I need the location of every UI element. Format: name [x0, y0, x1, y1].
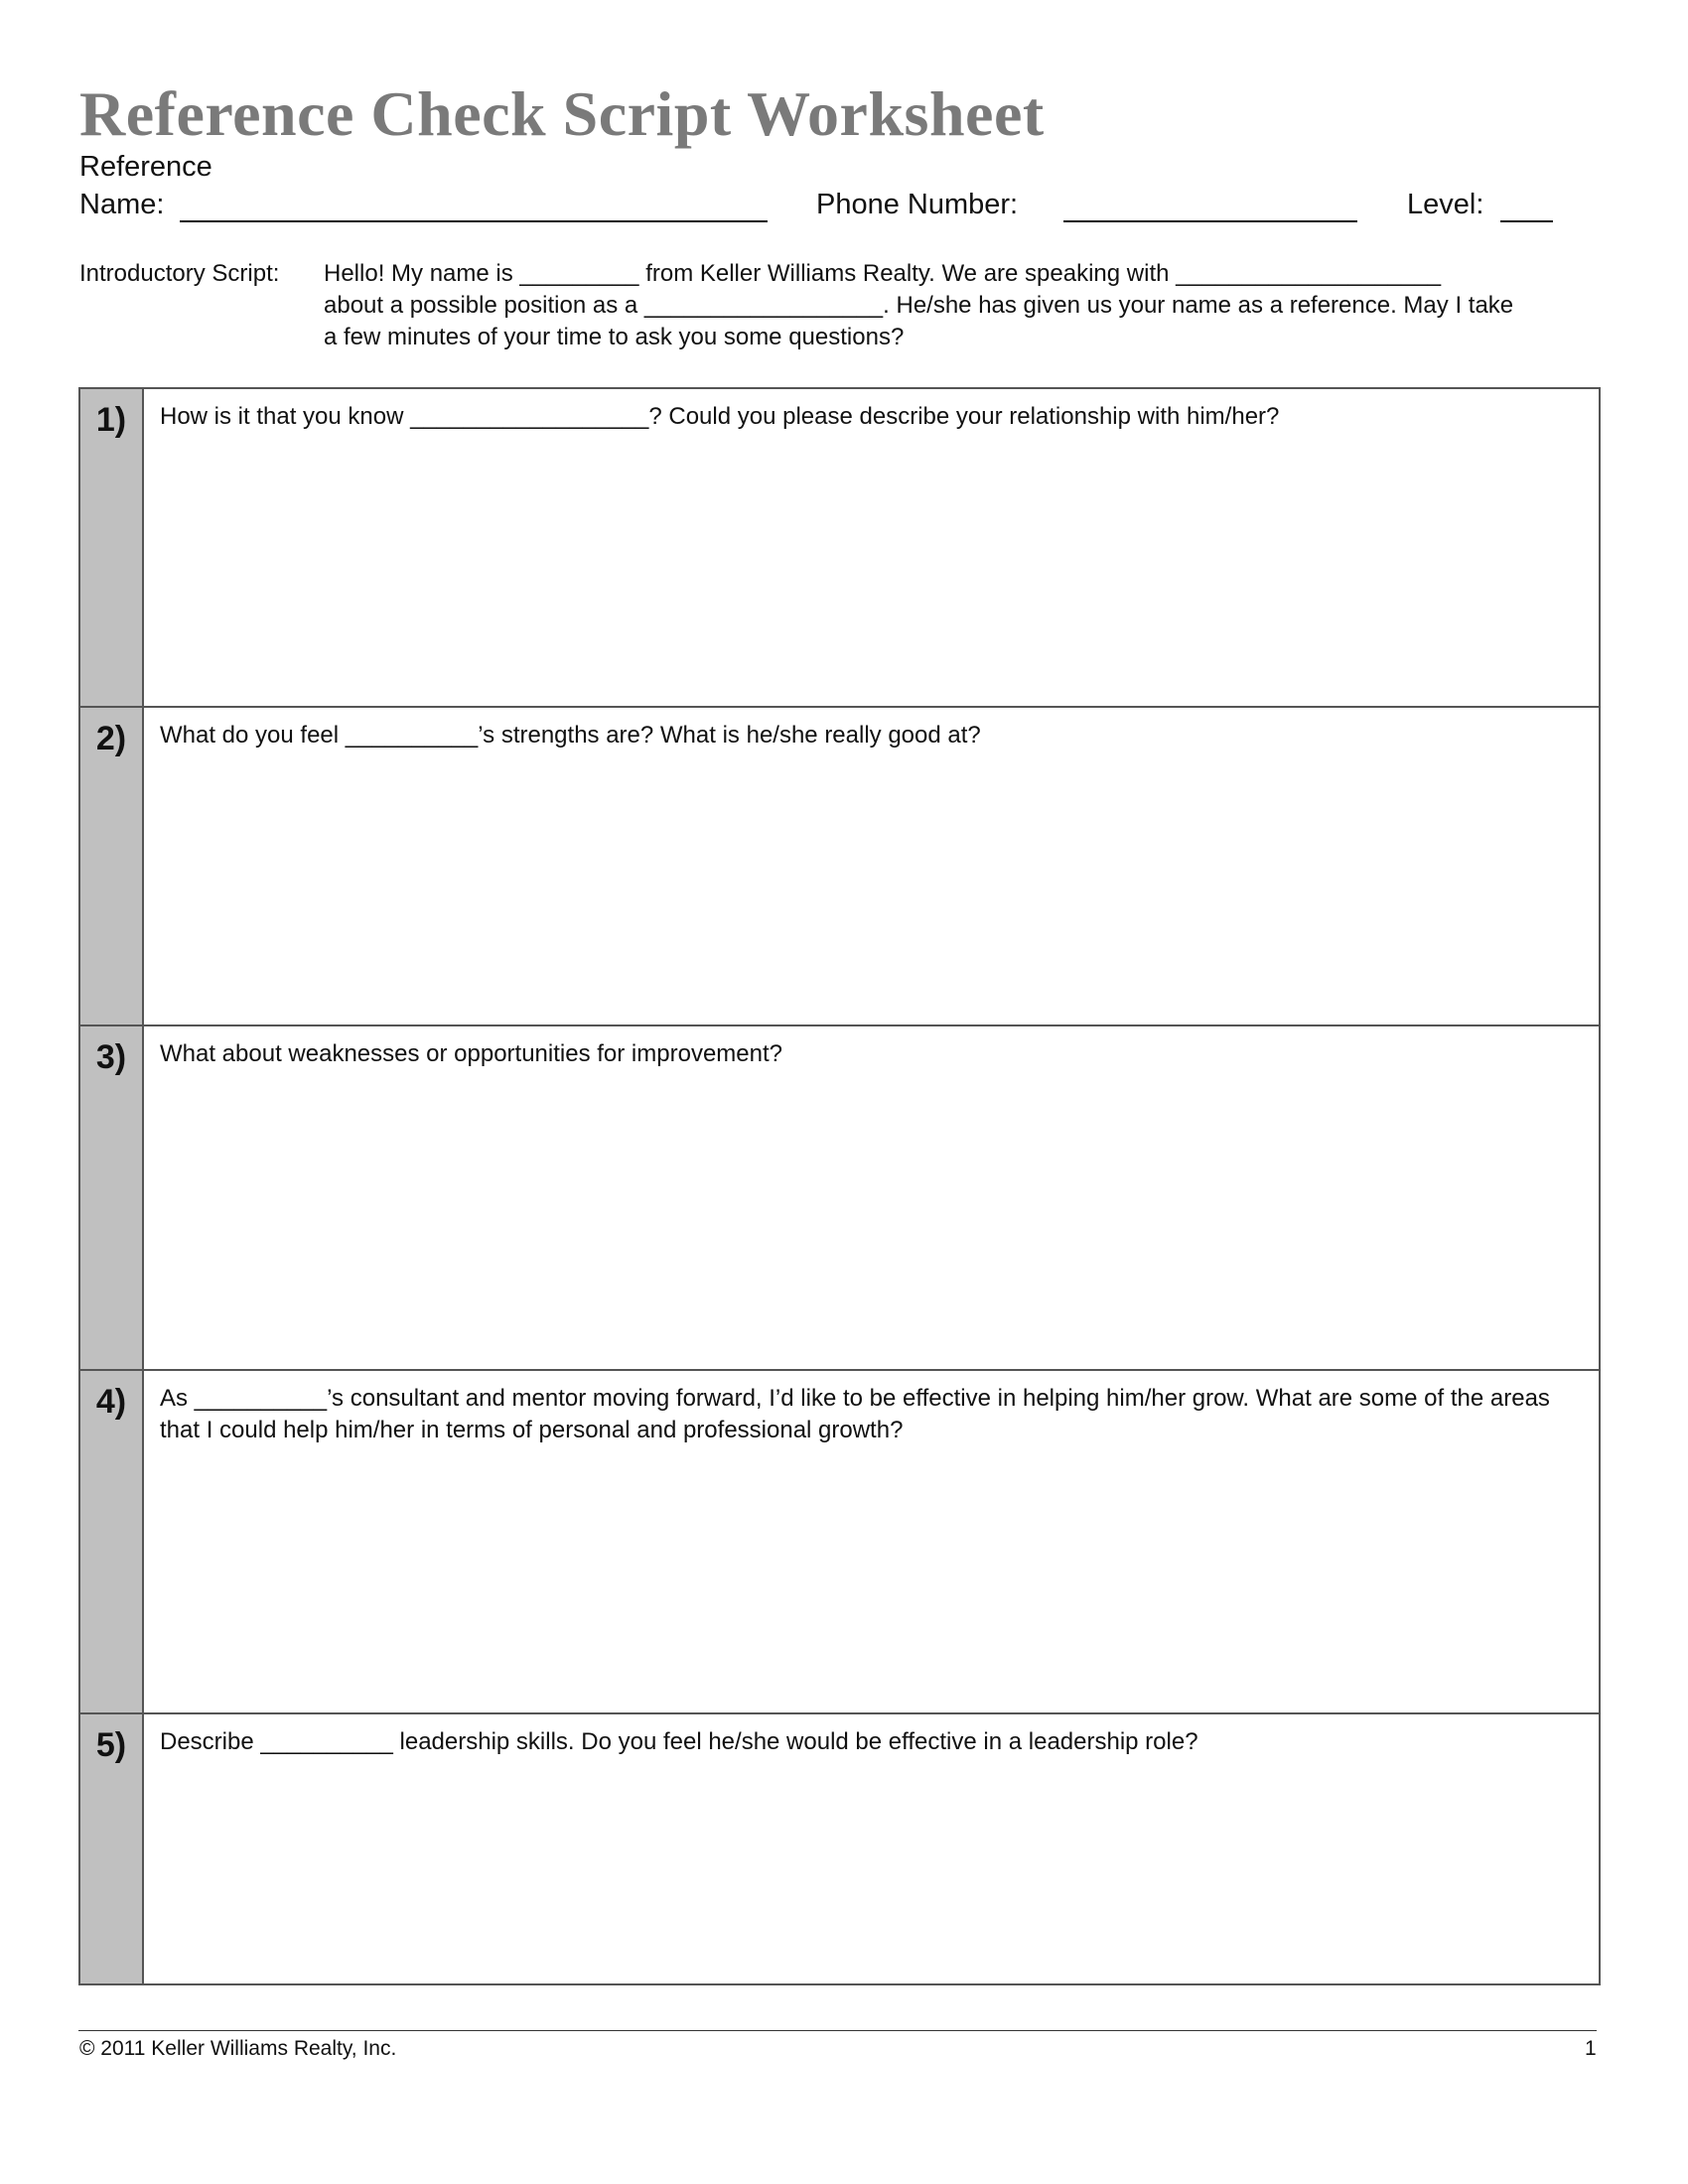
question-number: 2) [80, 708, 144, 1024]
intro-line: a few minutes of your time to ask you some questions? [324, 324, 905, 350]
footer-copyright: © 2011 Keller Williams Realty, Inc. [79, 2037, 397, 2060]
question-number: 5) [80, 1714, 144, 1983]
question-number: 3) [80, 1026, 144, 1369]
question-row [80, 706, 1599, 1024]
question-row [80, 1369, 1599, 1712]
question-text: What about weaknesses or opportunities for improvement? [160, 1040, 782, 1067]
question-text: How is it that you know __________________? Could you please describe your relationship with him/her? [160, 403, 1280, 430]
question-row [80, 1024, 1599, 1369]
footer-divider [78, 2030, 1597, 2031]
intro-line: Hello! My name is _________ from Keller Williams Realty. We are speaking with ____________________ [324, 260, 1442, 287]
question-text: What do you feel __________’s strengths are? What is he/she really good at? [160, 722, 981, 749]
question-number: 4) [80, 1371, 144, 1712]
phone-label: Phone Number: [816, 189, 1019, 220]
question-row [80, 389, 1599, 707]
page-title: Reference Check Script Worksheet [79, 78, 1045, 149]
phone-field[interactable] [1063, 220, 1357, 222]
question-text: Describe __________ leadership skills. Do you feel he/she would be effective in a leadership role? [160, 1728, 1198, 1755]
question-row [80, 1712, 1599, 1983]
name-label: Name: [79, 189, 165, 220]
level-field[interactable] [1500, 220, 1553, 222]
question-number: 1) [80, 389, 144, 707]
intro-line: about a possible position as a __________________. He/she has given us your name as a reference. May I take [324, 292, 1514, 319]
intro-label: Introductory Script: [79, 260, 280, 287]
name-field[interactable] [180, 220, 768, 222]
level-label: Level: [1407, 189, 1484, 220]
questions-table [78, 387, 1601, 1985]
page-number: 1 [1585, 2037, 1597, 2060]
reference-label: Reference [79, 151, 212, 183]
question-text: As __________’s consultant and mentor moving forward, I’d like to be effective in helping him/her grow. What are some of the areas that I could help him/her in terms of personal and professional growth? [160, 1385, 1550, 1443]
